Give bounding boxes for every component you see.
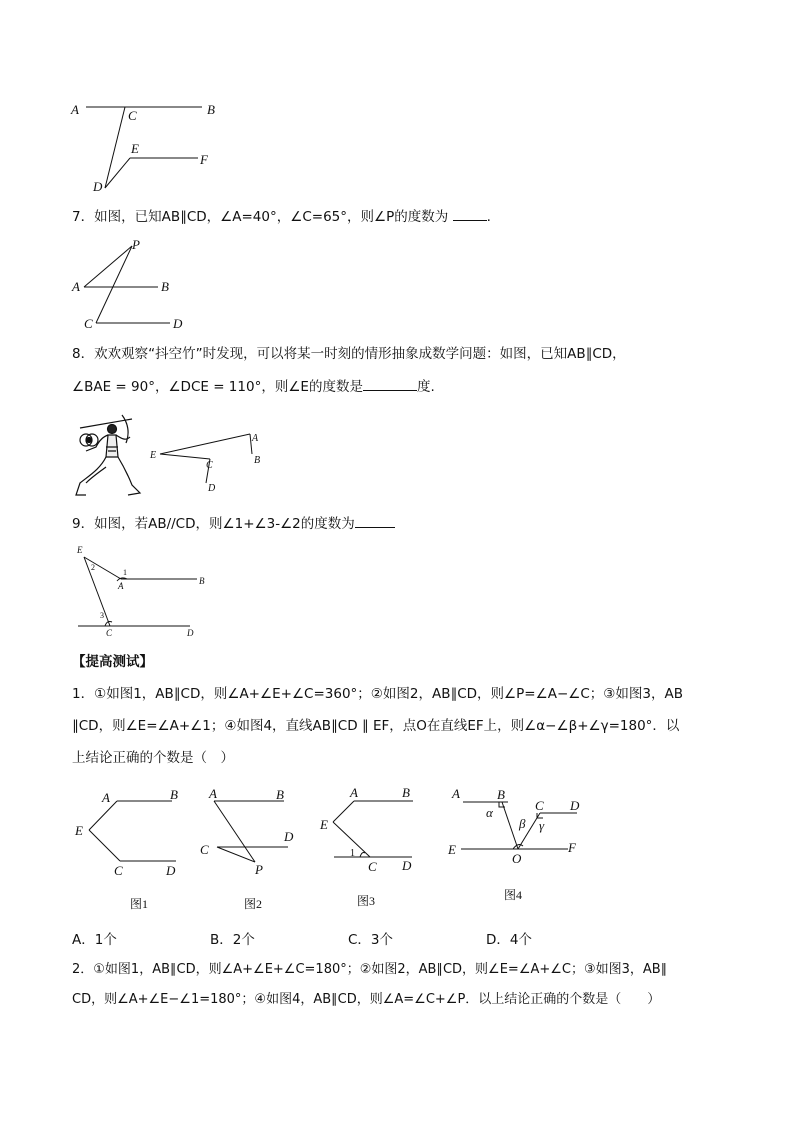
q8-label-C: C — [206, 460, 213, 471]
fig4-label-C: C — [535, 798, 544, 813]
fig4-label-A: A — [452, 786, 460, 801]
label-D: D — [93, 179, 103, 194]
q8-label-A: A — [252, 433, 259, 444]
fig1-label-B: B — [170, 787, 178, 802]
p1-line3: 上结论正确的个数是（ ） — [72, 750, 234, 766]
label-C: C — [128, 108, 137, 123]
fig2-label-P: P — [255, 862, 263, 877]
p1-fig1 — [70, 784, 195, 914]
option-b[interactable]: B．2个 — [210, 932, 255, 948]
section-title: 【提高测试】 — [72, 654, 153, 670]
q7-text — [72, 207, 491, 227]
q9-label-A: A — [118, 581, 124, 591]
fig1-label-A: A — [102, 790, 110, 805]
q8-line1 — [72, 344, 626, 364]
p2-line2: CD，则∠A+∠E−∠1=180°；④如图4，AB∥CD，则∠A=∠C+∠P．以上结论正确的个数是（ ） — [72, 992, 661, 1007]
q9-label-1: 1 — [123, 568, 127, 577]
fig3-label-B: B — [402, 785, 410, 800]
fig4-label-F: F — [568, 840, 576, 855]
q9-number: 9． — [72, 516, 95, 532]
q8-number: 8． — [72, 346, 95, 362]
q7-label-C: C — [84, 316, 93, 331]
q7-label-B: B — [161, 279, 169, 294]
option-c[interactable]: C．3个 — [348, 932, 394, 948]
label-E: E — [131, 141, 139, 156]
q9-label-3: 3 — [100, 611, 104, 620]
figure-top — [66, 96, 226, 196]
fig1-label-D: D — [166, 863, 176, 878]
p2-line1: 2．①如图1，AB∥CD，则∠A+∠E+∠C=180°；②如图2，AB∥CD，则∠E=∠A+∠C；③如图3，AB∥ — [72, 962, 668, 977]
fig3-caption: 图3 — [357, 894, 376, 908]
p1-fig4 — [446, 784, 596, 909]
diabolo-player-illustration — [72, 413, 144, 499]
fig3-label-1: 1 — [350, 848, 355, 859]
q9-label-2: 2 — [91, 563, 95, 572]
fig1-caption: 图1 — [130, 897, 149, 911]
p1-line1: 1．①如图1，AB∥CD，则∠A+∠E+∠C=360°；②如图2，AB∥CD，则∠P=∠A−∠C；③如图3，AB — [72, 686, 683, 702]
fig4-label-gamma: γ — [539, 818, 545, 833]
q8-stem-2: ∠BAE = 90°，∠DCE = 110°，则∠E的度数是 — [72, 379, 363, 395]
fig4-label-E: E — [448, 842, 456, 857]
q8-label-D: D — [208, 483, 216, 494]
fig3-label-C: C — [368, 859, 377, 874]
q8-line2 — [72, 377, 435, 397]
label-A: A — [71, 102, 79, 117]
fig4-label-beta: β — [519, 816, 526, 831]
label-B: B — [207, 102, 215, 117]
q9-label-D: D — [187, 628, 194, 638]
p1-fig2 — [196, 784, 306, 914]
q7-number: 7． — [72, 209, 95, 225]
q7-label-A: A — [72, 279, 80, 294]
fig4-label-D: D — [570, 798, 580, 813]
q7-label-D: D — [173, 316, 183, 331]
fig2-label-D: D — [284, 829, 294, 844]
q8-figure — [146, 428, 271, 498]
fig3-label-D: D — [402, 858, 412, 873]
q8-label-E: E — [150, 450, 157, 461]
q9-text — [72, 514, 395, 534]
fig3-label-A: A — [350, 785, 358, 800]
q9-label-E: E — [77, 545, 83, 555]
q7-figure — [66, 238, 196, 333]
q9-stem: 如图，若AB//CD，则∠1+∠3-∠2的度数为 — [94, 516, 355, 532]
fig1-label-E: E — [75, 823, 83, 838]
q8-tail: 度. — [416, 379, 435, 395]
option-d[interactable]: D．4个 — [486, 932, 532, 948]
q7-label-P: P — [132, 237, 140, 252]
q8-answer-blank[interactable] — [363, 390, 417, 391]
option-a[interactable]: A．1个 — [72, 932, 117, 948]
fig3-label-E: E — [320, 817, 328, 832]
fig4-caption: 图4 — [504, 888, 523, 902]
fig4-label-O: O — [512, 851, 522, 866]
q8-label-B: B — [254, 455, 261, 466]
fig2-label-C: C — [200, 842, 209, 857]
q9-label-C: C — [106, 628, 113, 638]
fig1-label-C: C — [114, 863, 123, 878]
q7-answer-blank[interactable] — [453, 220, 487, 221]
q8-stem-1: 欢欢观察“抖空竹”时发现，可以将某一时刻的情形抽象成数学问题：如图，已知AB∥CD， — [94, 346, 626, 362]
p1-fig3 — [318, 784, 428, 914]
q9-answer-blank[interactable] — [355, 527, 395, 528]
fig4-label-alpha: α — [486, 805, 493, 820]
q9-label-B: B — [199, 576, 205, 586]
label-F: F — [200, 152, 208, 167]
fig4-label-B: B — [497, 787, 505, 802]
q9-figure — [70, 542, 205, 642]
fig2-caption: 图2 — [244, 897, 263, 911]
fig2-label-A: A — [209, 786, 217, 801]
q7-tail: . — [486, 209, 491, 225]
q7-stem: 如图，已知AB∥CD，∠A=40°，∠C=65°，则∠P的度数为 — [94, 209, 449, 225]
fig2-label-B: B — [276, 787, 284, 802]
p1-line2: ∥CD，则∠E=∠A+∠1；④如图4，直线AB∥CD ∥ EF，点O在直线EF上，则∠α−∠β+∠γ=180°．以 — [72, 718, 680, 734]
